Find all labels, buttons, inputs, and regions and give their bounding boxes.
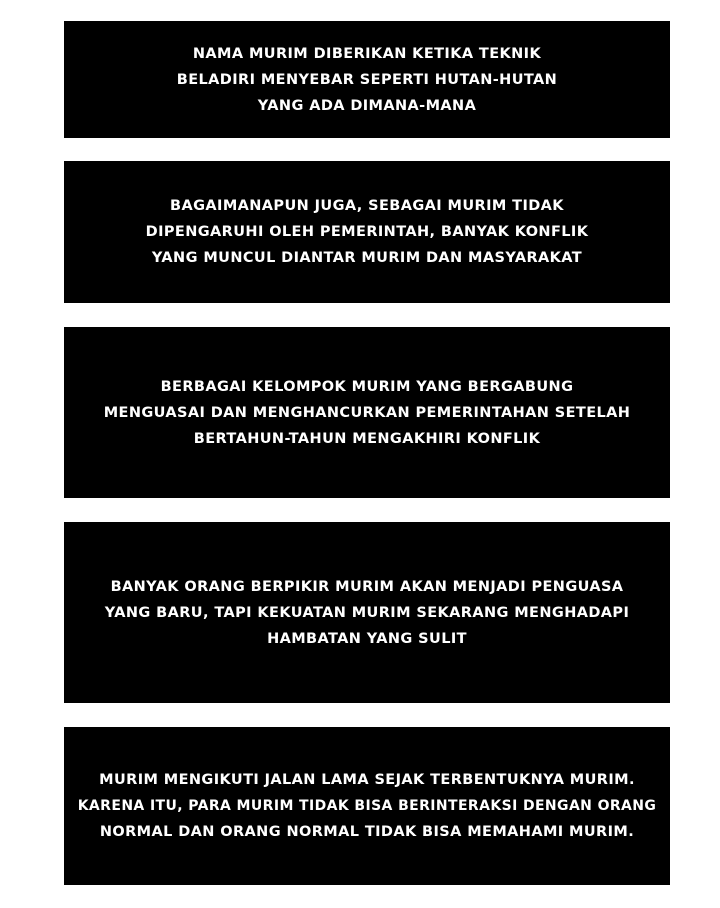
narration-line: NAMA MURIM DIBERIKAN KETIKA TEKNIK [192, 45, 542, 62]
narration-line: DIPENGARUHI OLEH PEMERINTAH, BANYAK KONFLIK [145, 224, 589, 240]
narration-line: MURIM MENGIKUTI JALAN LAMA SEJAK TERBENTUKNYA MURIM. [99, 772, 635, 788]
narration-panel-1 [64, 21, 670, 138]
narration-line: HAMBATAN YANG SULIT [267, 630, 467, 647]
narration-line: MENGUASAI DAN MENGHANCURKAN PEMERINTAHAN SETELAH [103, 404, 631, 421]
narration-panel-4 [64, 522, 670, 703]
narration-line: YANG BARU, TAPI KEKUATAN MURIM SEKARANG MENGHADAPI [104, 604, 630, 621]
narration-line: BERBAGAI KELOMPOK MURIM YANG BERGABUNG [160, 378, 574, 395]
narration-line: YANG MUNCUL DIANTAR MURIM DAN MASYARAKAT [151, 250, 583, 266]
narration-panel-5 [64, 727, 670, 885]
narration-line: BANYAK ORANG BERPIKIR MURIM AKAN MENJADI PENGUASA [110, 578, 624, 595]
narration-line: KARENA ITU, PARA MURIM TIDAK BISA BERINTERAKSI DENGAN ORANG [77, 798, 657, 814]
narration-panel-2 [64, 161, 670, 303]
narration-line: BERTAHUN-TAHUN MENGAKHIRI KONFLIK [193, 430, 541, 447]
narration-line: NORMAL DAN ORANG NORMAL TIDAK BISA MEMAHAMI MURIM. [99, 824, 635, 840]
narration-line: BAGAIMANAPUN JUGA, SEBAGAI MURIM TIDAK [170, 198, 564, 214]
narration-line: BELADIRI MENYEBAR SEPERTI HUTAN-HUTAN [176, 71, 558, 88]
narration-line: YANG ADA DIMANA-MANA [257, 97, 477, 114]
narration-panel-3 [64, 327, 670, 498]
